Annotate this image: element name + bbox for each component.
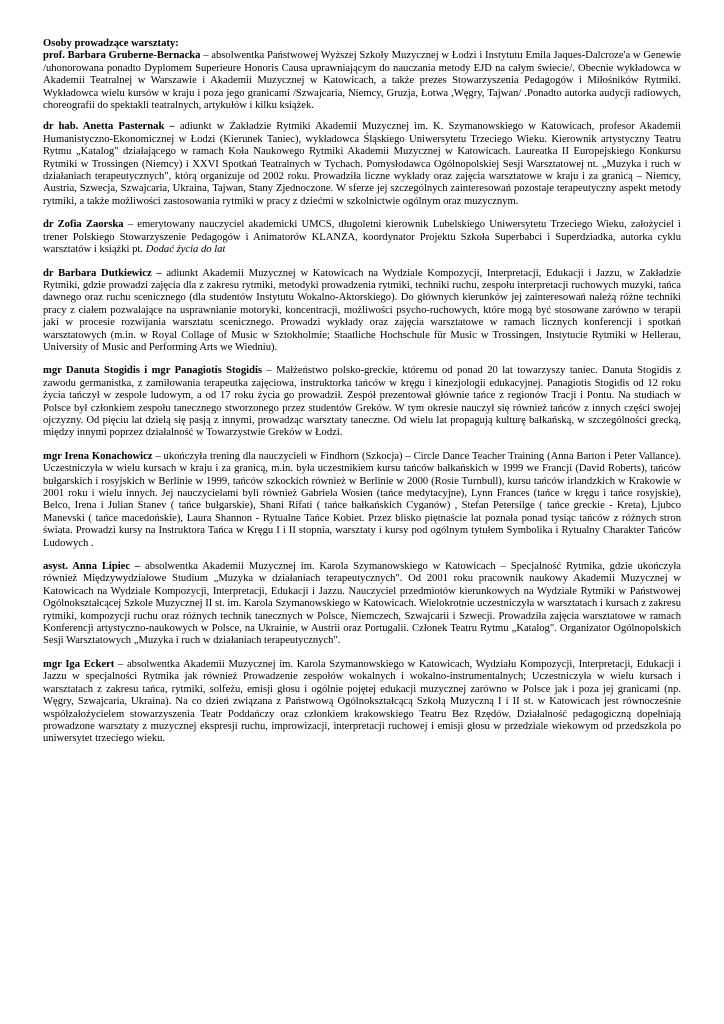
bio-paragraph — [43, 659, 681, 746]
bio-name: asyst. Anna Lipiec – — [43, 561, 141, 573]
bio-text: – Małżeństwo polsko-greckie, któremu od ponad 20 lat towarzyszy taniec. Danuta Stogidis z zawodu germanistka, z zamiłowania terapeutka zajęciowa, instruktorka tańców w kręgu i kinezjologii edukacyjnej. Panagiotis Stogidis od 12 roku życia tańczył w zespole ludowym, a od 17 roku życia go prowadził. Zespół prezentował głównie tańce z regionów Tracji i Pontu. Na studiach w Polsce był członkiem zespołu tanecznego stworzonego przez studentów Greków. W tym okresie nauczył się również tańców z innych części swojej ojczyzny. Od pięciu lat dzielą się pasją z innymi, prowadząc warsztaty taneczne. Od wielu lat propagują kulturę bałkańską, w szczególności grecką, między innymi poprzez działalność w Towarzystwie Greków w Łodzi. — [43, 365, 681, 439]
bio-name: mgr Danuta Stogidis i mgr Panagiotis Stogidis — [43, 365, 263, 377]
bio-paragraph — [43, 561, 681, 648]
bio-name: dr hab. Anetta Pasternak – — [43, 121, 175, 133]
bio-paragraph — [43, 50, 681, 112]
document-heading: Osoby prowadzące warsztaty: — [43, 38, 179, 49]
bio-text: – ukończyła trening dla nauczycieli w Findhorn (Szkocja) – Circle Dance Teacher Training (Anna Barton i Peter Vallance). Uczestniczyła w wielu kursach w kraju i za granicą, m.in. była uczestnikiem kursu tańców bałkańskich w 1999 we Francji (David Roberts), tańców bułgarskich i rosyjskich w Berlinie w 1999, tańców szkockich również w Berlinie w 2000 (Rosie Turnbull), kursu tańców irlandzkich w Krakowie w 2001 roku i wielu innych. Jej nauczycielami byli również Gabriela Wosien (tańce medytacyjne), Lynn Frances (tańce w kręgu i tańce rosyjskie), Belco, Irena i Julian Stanev ( tańce bułgarskie), Shani Rifati ( tańce bałkańskich Cyganów) , Stefan Petersilge ( tańce greckie - Kreta), Ljubco Manevski ( tańce macedońskie), Laura Shannon - Rytualne Tańce Kobiet. Przez blisko piętnaście lat poznała ponad tysiąc tańców z różnych stron świata. Prowadzi kursy na Instruktora Tańca w Kręgu I i II stopnia, warsztaty i kursy pod ogólnym tytułem Symbolika i Rytualny Charakter Tańców Ludowych . — [43, 450, 681, 549]
bio-name: dr Zofia Zaorska — [43, 219, 124, 231]
bio-name: mgr Irena Konachowicz — [43, 450, 153, 462]
bio-paragraph — [43, 219, 681, 256]
bio-text: adiunkt w Zakładzie Rytmiki Akademii Muzycznej im. K. Szymanowskiego w Katowicach, profesor Akademii Humanistyczno-Ekonomicznej w Łodzi (Kierunek Taniec), wykładowca Śląskiego Uniwersytetu Trzeciego Wieku. Kierownik artystyczny Teatru Rytmu „Katalog" działającego w ramach Koła Naukowego Rytmiki Akademii Muzycznej w Katowicach. Laureatka II Europejskiego Konkursu Rytmiki w Trossingen (Niemcy) i XXVI Spotkań Teatralnych w Tychach. Pomysłodawca Ogólnopolskiej Sesji Warsztatowej nt. „Muzyka i ruch w działaniach terapeutycznych", którą organizuje od 2002 roku. Prowadziła liczne wykłady oraz zajęcia warsztatowe w kraju i za granicą – Niemcy, Austria, Szwecja, Szwajcaria, Ukraina, Tajwan, Stany Zjednoczone. W sferze jej szczególnych zainteresowań pozostaje terapeutyczny aspekt metody rytmiki, a także możliwości zastosowania rytmiki w pracy z dziećmi w szkolnictwie ogólnym oraz muzycznym. — [43, 121, 681, 207]
bio-paragraph — [43, 365, 681, 439]
bio-paragraph — [43, 121, 681, 208]
bio-name: prof. Barbara Gruberne-Bernacka — [43, 50, 201, 62]
bio-name: mgr Iga Eckert — [43, 658, 115, 670]
bio-text: absolwentka Akademii Muzycznej im. Karola Szymanowskiego w Katowicach – Specjalność Rytmika, gdzie ukończyła również Międzywydziałowe Studium „Muzyka w działaniach terapeutycznych". Od 2001 roku pracownik naukowy Akademii Muzycznej w Katowicach na Wydziale Kompozycji, Interpretacji, Edukacji i Jazzu. Nauczyciel przedmiotów kierunkowych na Wydziale Rytmiki w Państwowej Ogólnokształcącej Szkole Muzycznej II st. im. Karola Szymanowskiego w Katowicach. Wielokrotnie uczestniczyła w warsztatach i kursach z zakresu rytmiki, kompozycji ruchu oraz różnych technik tanecznych w Polsce, Niemczech, Szwajcarii i Szwecji. Prowadziła zajęcia warsztatowe w ramach Konferencji artystyczno-naukowych w Polsce, na Ukrainie, w Austrii oraz Portugalii. Członek Teatru Rytmu „Katalog". Organizator Ogólnopolskich Sesji Warsztatowych „Muzyka i ruch w działaniach terapeutycznych". — [43, 561, 681, 647]
bio-name: dr Barbara Dutkiewicz – — [43, 267, 162, 279]
bio-text: – emerytowany nauczyciel akademicki UMCS, długoletni kierownik Lubelskiego Uniwersytetu Trzeciego Wieku, założyciel i trener Polskiego Stowarzyszenie Pedagogów i Animatorów KLANZA, koordynator Projektu Szkoła Superbabci i Superdziadka, autorka cyklu warsztatów i książki pt. — [43, 219, 681, 256]
bio-paragraph — [43, 268, 681, 355]
bio-paragraph — [43, 451, 681, 550]
bio-text: adiunkt Akademii Muzycznej w Katowicach na Wydziale Kompozycji, Interpretacji, Edukacji i Jazzu, w Zakładzie Rytmiki, gdzie prowadzi zajęcia dla z zakresu rytmiki, metodyki prowadzenia rytmiki, techniki ruchu, zespołu interpretacji ruchowych muzyki, tańca dawnego oraz ruchu scenicznego (dla studentów Instytutu Wokalno-Aktorskiego). Do głównych kierunków jej zainteresowań należą różne techniki pracy z ciałem pozwalające na usprawnianie motoryki, koncentracji, możliwości psycho-ruchowych, które mogą być stosowane zarówno w terapii jaki w procesie rozwijania warsztatu scenicznego. Prowadzi wykłady oraz zajęcia warsztatowe w ramach licznych konferencji i spotkań warsztatowych (m.in. w Royal Collage of Music w Sztokholmie; Staatliche Hochschule für Music w Trossingen, Instytucie Rytmiki w Hellerau, University of Music and Performing Arts we Wiedniu). — [43, 267, 681, 353]
bio-text: – absolwentka Państwowej Wyższej Szkoły Muzycznej w Łodzi i Instytutu Emila Jaques-Dalcroze'a w Genewie /uhonorowana ponadto Dyplomem Superieure Honoris Causa uprawniającym do nauczania metody EJD na całym świecie/. Obecnie wykładowca w Akademii Teatralnej w Warszawie i Akademii Muzycznej w Katowicach, a także prezes Stowarzyszenia Pedagogów i Miłośników Rytmiki. Wykładowca wielu kursów w kraju i poza jego granicami /Szwajcaria, Niemcy, Gruzja, Łotwa ,Węgry, Tajwan/ .Ponadto autorka audycji radiowych, choreografii do spektakli teatralnych, artykułów i kilku książek. — [43, 50, 681, 112]
book-title: Dodać życia do lat — [145, 244, 226, 256]
bio-text: – absolwentka Akademii Muzycznej im. Karola Szymanowskiego w Katowicach, Wydziału Kompozycji, Interpretacji, Edukacji i Jazzu w specjalności Rytmika jak również Prowadzenie zespołów wokalnych i wokalno-instrumentalnych; Uczestniczyła w wielu kursach i warsztatach z zakresu tańca, rytmiki, solfeżu, emisji głosu i ogólnie pojętej edukacji muzycznej zarówno w Polsce jak i poza jej granicami (np. Węgry, Szwajcaria, Ukraina). Na co dzień związana z Państwową Ogólnokształcącą Szkołą Muzyczną I i II st. w Katowicach jest równocześnie współzałożycielem stowarzyszenia Teatr Poddańczy oraz członkiem krakowskiego Teatru Bez Rzędów. Działalność pedagogiczną dopełniają prowadzone warsztaty z muzycznej ekspresji ruchu, improwizacji, interpretacji ruchowej i emisji głosu w przedziale wiekowym od przedszkola po uniwersytet trzeciego wieku. — [43, 658, 681, 745]
